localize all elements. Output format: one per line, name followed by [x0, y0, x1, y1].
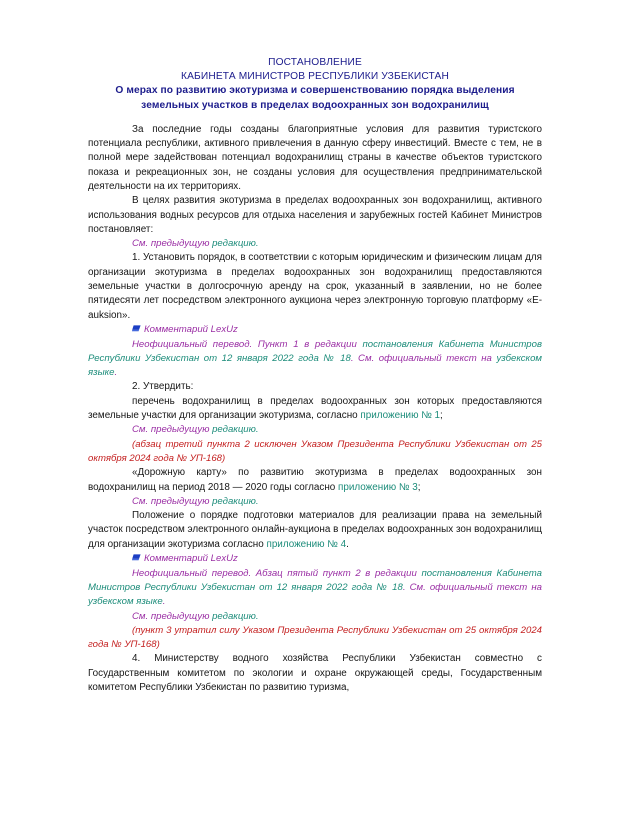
lexuz-comment-2-link-b[interactable]: узбекском языке [88, 596, 163, 608]
item-2-paragraph-1-text: перечень водохранилищ в пределах водоохранных зон которых предоставляются земельные участки для организации экотуризма, согласно [88, 395, 542, 422]
lexuz-comment-2-text-a: Неофициальный перевод. Абзац пятый пункт 2 в редакции [132, 567, 422, 579]
item-2-paragraph-3-text: Положение о порядке подготовки материалов для реализации права на земельный участок посредством электронного онлайн-аукциона в пределах водоохранных зон водохранилищ для организации экотуризма согласно [88, 510, 542, 550]
item-2-paragraph-2-tail: ; [417, 481, 421, 493]
see-previous-edition-link-1[interactable] [88, 237, 542, 251]
see-previous-edition-link-2[interactable] [88, 423, 542, 437]
item-2-paragraph-3-tail: . [346, 538, 349, 550]
lexuz-comment-2-text-b: . См. официальный текст на [402, 581, 542, 593]
lexuz-comment-1-link-b[interactable]: узбекском языке [88, 352, 542, 379]
lexuz-comment-body-1 [88, 338, 542, 381]
item-2-heading: 2. Утвердить: [132, 381, 194, 393]
see-previous-edition-link-4[interactable] [88, 610, 542, 624]
preamble-paragraph-2: В целях развития экотуризма в пределах водоохранных зон водохранилищ, активного использования водных ресурсов для отдыха населения и зарубежных гостей Кабинет Министров постановляет: [88, 195, 542, 235]
title-line-2: КАБИНЕТА МИНИСТРОВ РЕСПУБЛИКИ УЗБЕКИСТАН [181, 71, 449, 83]
item-2-paragraph-1-tail: ; [440, 410, 443, 422]
see-previous-suffix-2: редакцию. [212, 424, 259, 436]
item-2-paragraph-1 [88, 395, 542, 424]
see-previous-prefix-3: См. предыдущую [132, 495, 213, 507]
appendix-4-link[interactable]: приложению № 4 [266, 538, 347, 550]
item-4-paragraph: 4. Министерству водного хозяйства Республики Узбекистан совместно с Государственным комитетом по экологии и охране окружающей среды, Государственным комитетом Республики Узбекистан по развитию туризма, [88, 653, 542, 693]
item-2-paragraph-2 [88, 466, 542, 495]
see-previous-suffix-1: редакцию. [212, 238, 259, 250]
document-title-block [88, 56, 542, 113]
lexuz-flag-icon [132, 325, 141, 332]
title-line-1: ПОСТАНОВЛЕНИЕ [268, 57, 362, 68]
lexuz-comment-body-2 [88, 567, 542, 610]
excluded-paragraph-item-2: (абзац третий пункта 2 исключен Указом Президента Республики Узбекистан от 25 октября 2024 года № УП-168) [88, 438, 542, 464]
lexuz-comment-2-link-a[interactable]: постановления Кабинета Министров Республики Узбекистан от 12 января 2022 года № 18 [88, 567, 542, 593]
lexuz-comment-heading-1 [88, 323, 542, 338]
see-previous-prefix-2: См. предыдущую [132, 424, 213, 436]
item-2-paragraph-2-text: «Дорожную карту» по развитию экотуризма в пределах водоохранных зон водохранилищ на период 2018 — 2020 годы согласно [88, 467, 542, 493]
lexuz-comment-heading-text-1: Комментарий LexUz [144, 323, 238, 335]
see-previous-prefix-1: См. предыдущую [132, 238, 213, 250]
lexuz-comment-1-text-c: . [114, 367, 118, 379]
item-2-paragraph-3 [88, 509, 542, 552]
repealed-paragraph-item-3: (пункт 3 утратил силу Указом Президента Республики Узбекистан от 25 октября 2024 года № УП-168) [88, 624, 542, 651]
lexuz-comment-2-text-c: . [162, 596, 166, 608]
subtitle-line-2: земельных участков в пределах водоохранных зон водохранилищ [141, 99, 489, 111]
see-previous-suffix-3: редакцию. [212, 495, 259, 507]
lexuz-flag-icon [132, 554, 141, 561]
see-previous-prefix-4: См. предыдущую [132, 610, 213, 622]
item-1-paragraph: 1. Установить порядок, в соответствии с которым юридическим и физическим лицам для организации экотуризма в пределах водоохранных зон водохранилищ предоставляются земельные участки в долгосрочную аренду на срок, указанный в заявлении, но не более пятидесяти лет посредством электронного аукциона через электронную торговую платформу «E-auksion». [88, 252, 542, 321]
lexuz-comment-1-text-b: . См. официальный текст на [350, 352, 497, 364]
see-previous-edition-link-3[interactable] [88, 495, 542, 509]
subtitle-line-1: О мерах по развитию экотуризма и совершенствованию порядка выделения [115, 85, 515, 97]
preamble-paragraph-1: За последние годы созданы благоприятные условия для развития туристского потенциала республики, активного привлечения в данную сферу инвестиций. Вместе с тем, не в полной мере задействован потенциал водохранилищ страны в качестве объектов туристского показа и рекреационных зон, не созданы условия для осуществления предпринимательской деятельности на их территориях. [88, 123, 542, 192]
appendix-1-link[interactable]: приложению № 1 [360, 410, 441, 422]
appendix-3-link[interactable]: приложению № 3 [338, 481, 418, 493]
title-spacer [88, 113, 542, 123]
lexuz-comment-1-text-a: Неофициальный перевод. Пункт 1 в редакции [132, 338, 363, 350]
lexuz-comment-heading-2 [88, 552, 542, 567]
lexuz-comment-1-link-a[interactable]: постановления Кабинета Министров Республики Узбекистан от 12 января 2022 года № 18 [88, 338, 542, 364]
see-previous-suffix-4: редакцию. [212, 610, 259, 622]
lexuz-comment-heading-text-2: Комментарий LexUz [144, 553, 238, 565]
